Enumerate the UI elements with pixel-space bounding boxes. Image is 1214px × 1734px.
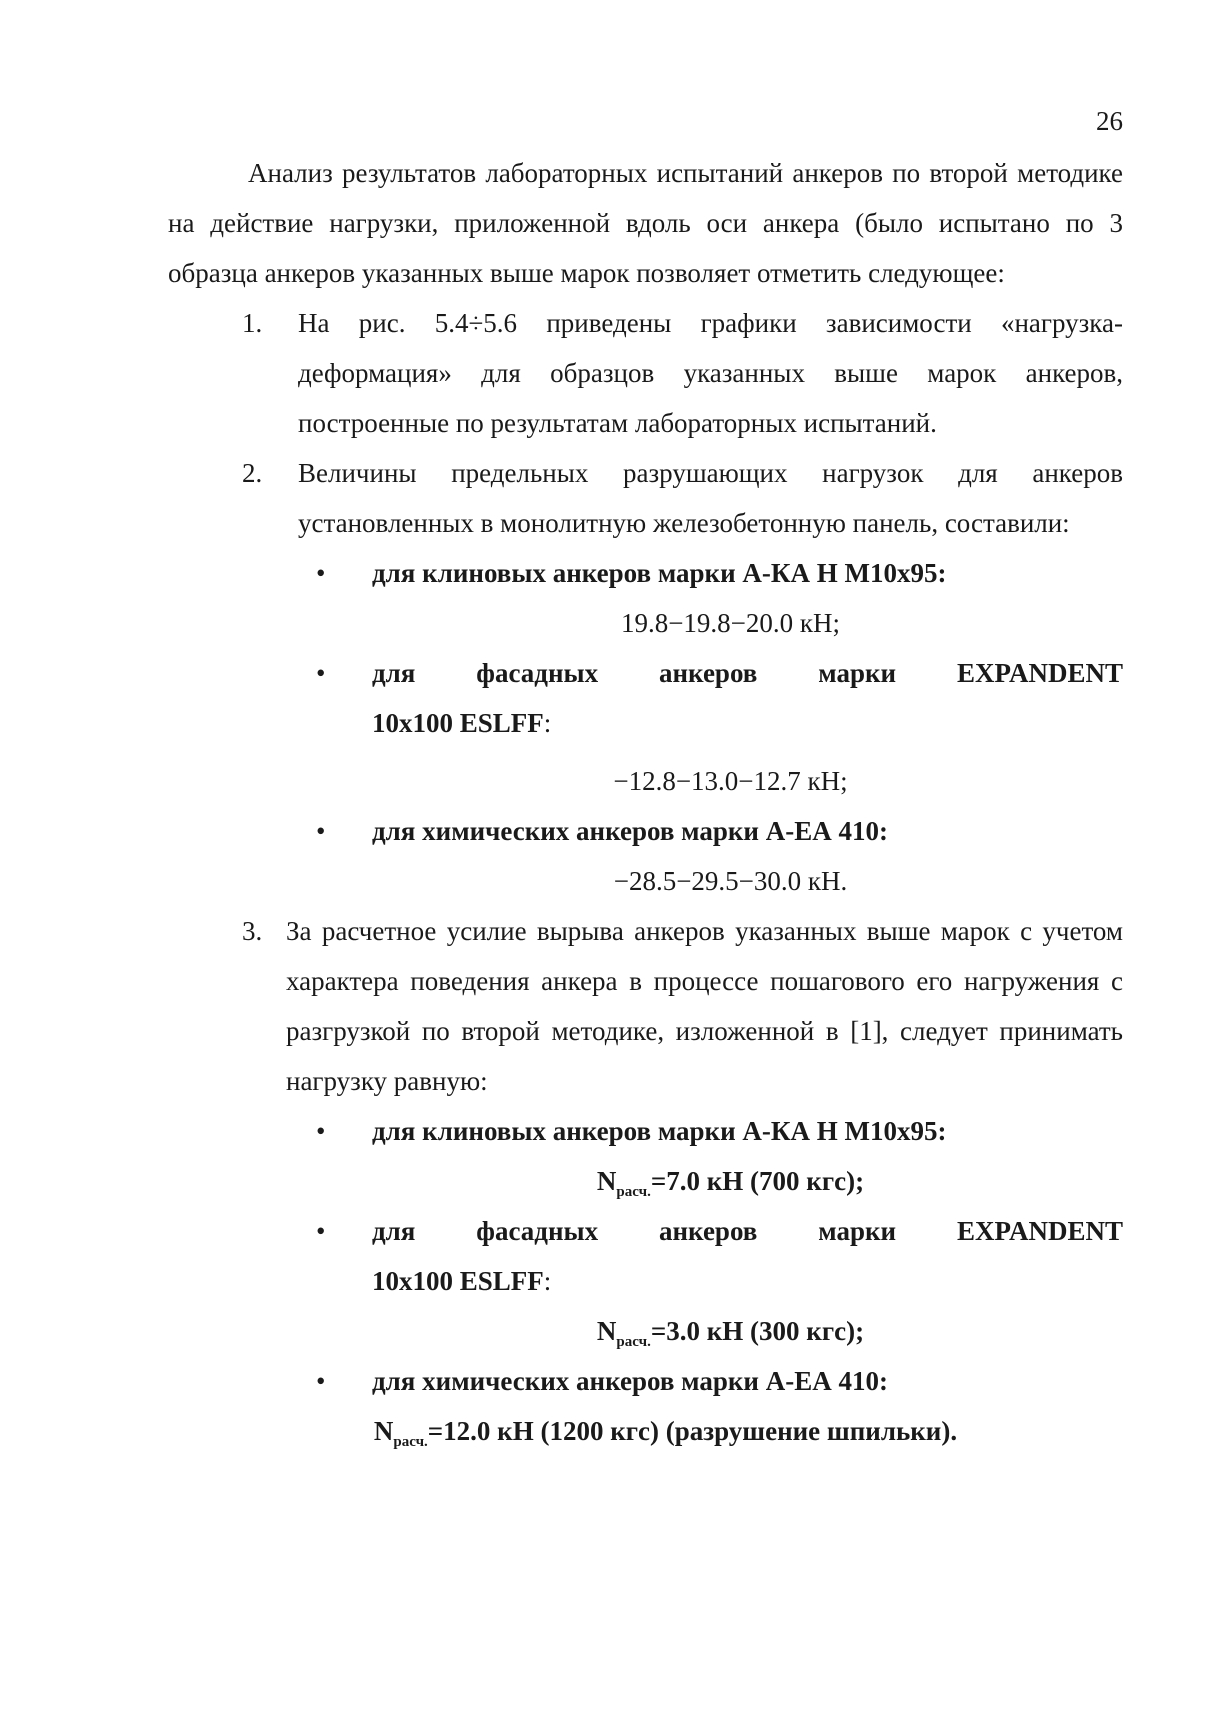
- bullet-label: для клиновых анкеров марки А-КА Н М10х95:: [372, 1116, 947, 1146]
- bullet-colon: :: [543, 708, 552, 738]
- n-subscript: расч.: [616, 1184, 651, 1200]
- page-number: 26: [1096, 106, 1123, 136]
- design-load-value: [168, 1406, 1123, 1456]
- list-item-1: [168, 298, 1123, 448]
- load-value: 19.8−19.8−20.0 кН;: [620, 608, 841, 638]
- bullet-item: [168, 648, 1123, 748]
- bullet-icon: •: [316, 658, 326, 688]
- bullet-label: для фасадных анкеров марки EXPANDENT: [372, 1216, 1123, 1246]
- bullet-icon: •: [316, 816, 326, 846]
- bullet-label: для химических анкеров марки А-ЕА 410:: [372, 816, 888, 846]
- bullet-item: [168, 1106, 1123, 1156]
- n-symbol: N: [373, 1416, 394, 1446]
- list-item-2: [168, 448, 1123, 548]
- list-item-number: 3.: [242, 916, 263, 946]
- bullet-icon: •: [316, 1216, 326, 1246]
- load-value: −12.8−13.0−12.7 кН;: [613, 766, 848, 796]
- bullet-icon: •: [316, 1116, 326, 1146]
- design-load-value: [168, 1306, 1123, 1356]
- list-item-number: 1.: [242, 308, 263, 338]
- list-item-3: [168, 906, 1123, 1106]
- design-load-value: [168, 1156, 1123, 1206]
- bullet-item: [168, 1206, 1123, 1306]
- n-subscript: расч.: [393, 1434, 428, 1450]
- bullet-icon: •: [316, 1366, 326, 1396]
- bullet-item: [168, 548, 1123, 598]
- list-item-text: Величины предельных разрушающих нагрузок для анкеров установленных в монолитную железобетонную панель, составили:: [298, 458, 1123, 538]
- bullet-label: для химических анкеров марки А-ЕА 410:: [372, 1366, 888, 1396]
- design-load-text: =12.0 кН (1200 кгс) (разрушение шпильки).: [427, 1416, 958, 1446]
- n-subscript: расч.: [616, 1334, 651, 1350]
- load-value: −28.5−29.5−30.0 кН.: [613, 866, 848, 896]
- bullet-item: [168, 806, 1123, 856]
- bullet-colon: :: [543, 1266, 552, 1296]
- bullet-label: для клиновых анкеров марки А-КА Н М10х95:: [372, 558, 947, 588]
- bullet-label: для фасадных анкеров марки EXPANDENT: [372, 658, 1123, 688]
- list-item-text: За расчетное усилие вырыва анкеров указанных выше марок с учетом характера поведения анкера в процессе пошагового его нагружения с разгрузкой по второй методике, изложенной в [1], следует принимать нагрузку равную:: [286, 916, 1123, 1096]
- bullet-icon: •: [316, 558, 326, 588]
- intro-paragraph: Анализ результатов лабораторных испытаний анкеров по второй методике на действие нагрузки, приложенной вдоль оси анкера (было испытано по 3 образца анкеров указанных выше марок позволяет отметить следующее:: [168, 158, 1123, 288]
- design-load-text: =7.0 кН (700 кгс);: [650, 1166, 865, 1196]
- bullet-item: [168, 1356, 1123, 1406]
- bullet-label-cont: 10х100 ESLFF: [372, 1266, 544, 1296]
- list-item-text: На рис. 5.4÷5.6 приведены графики зависимости «нагрузка-деформация» для образцов указанных выше марок анкеров, построенные по результатам лабораторных испытаний.: [298, 308, 1123, 438]
- bullet-label-cont: 10х100 ESLFF: [372, 708, 544, 738]
- design-load-text: =3.0 кН (300 кгс);: [650, 1316, 865, 1346]
- document-body: [168, 148, 1123, 1456]
- n-symbol: N: [596, 1316, 617, 1346]
- n-symbol: N: [596, 1166, 617, 1196]
- list-item-number: 2.: [242, 458, 263, 488]
